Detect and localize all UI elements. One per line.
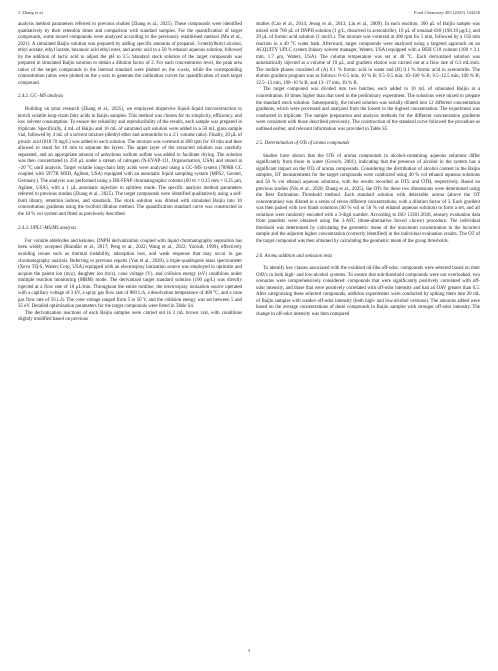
paragraph-gc-ms: Building on prior research (Zhang et al., 2025), we employed dispersive liquid–liquid microextraction to enrich volatile long-chain fatty acids in Baijiu samples. This method was chosen for its simplicity, efficiency, and low solvent consumption. To ensure the reliability and reproducibility of the results, each sample was prepared in triplicate. Specifically, 4 mL of Baijiu and 16 mL of saturated salt solution were added to a 50 mL glass sample vial, followed by 4 mL of a solvent mixture (diethyl ether and acetonitrile in a 2:1 volume ratio). Finally, 20 μL of pivalic acid (818.70 mg/L) was added to each solution. The mixture was vortexed at 400 rpm for 10 min and then allowed to stand for 10 min to separate the layers. The upper layer of the extracted solution was carefully separated, and an appropriate amount of anhydrous sodium sulfate was added to facilitate drying. The solution was then concentrated to 250 μL under a stream of nitrogen (N-EVAP-111, Organomation, USA) and stored at −20 °C until analysis. Target volatile long-chain fatty acids were analyzed using a GC–MS system (7890B GC coupled with 5977B MSD, Agilent, USA) equipped with an automatic liquid sampling system (MPS2, Gerstel, Germany). The analysis was performed using a DB-FFAP chromatographic column (60 m × 0.25 mm × 0.25 μm, Agilent, USA), with a 1 μL automatic injection in splitless mode. The specific analysis method parameters referred to previous studies (Zhang et al., 2025). The target compounds were identified qualitatively using a self-built library, retention indices, and standards. The stock solution was diluted with simulated Baijiu into 10 concentration gradients using the twofold dilution method. The quantification standard curve was constructed in the 10 % vol system and fitted as previously described.: [18, 107, 242, 217]
section-heading-gc-ms: 2.4.2. GC–MS analysis: [18, 94, 64, 100]
body-columns: [18, 22, 480, 324]
paragraph-addition: To identify key classes associated with the oxidized oil-like off-odor, compounds were selected based on their OAVs in both high- and low-alcohol systems. To ensure that sub-threshold compounds were not overlooked, two scenarios were comprehensively considered: compounds that were significantly positively correlated with off-odor intensity, and those that were positively correlated with off-odor intensity and had an OAV greater than 0.5. After categorizing these selected compounds, addition experiments were conducted by spiking them into 20 mL of Baijiu samples with weaker off-odor intensity (both high- and low-alcohol versions). The amounts added were based on the average concentrations of these compounds in Baijiu samples with stronger off-odor intensity. The change in off-odor intensity was then compared: [256, 266, 480, 317]
section-heading-ots: 2.5. Determination of OTs of aroma compounds: [256, 141, 350, 147]
paragraph-standard-curve: The target compound was divided into two batches, each added to 10 mL of simulated Baijiu at a concentration 10 times higher than that used in the preliminary experiment. The solutions were mixed to prepare the standard stock solution. Subsequently, the mixed solution was serially diluted into 12 different concentration gradients, which were processed and analyzed from the lowest to the highest concentration. The experiment was conducted in triplicate. The sample preparation and analysis methods for the different concentration gradients were consistent with those described previously. The construction of the standard curve followed the procedure as outlined earlier, and relevant information was provided in Table S5.: [256, 87, 480, 132]
right-column: [256, 22, 480, 324]
header-journal[interactable]: Food Chemistry 483 (2025) 144250: [413, 10, 480, 15]
paragraph-quantification: analysis method parameters referred to previous studies (Zhang et al., 2025). These compounds were identified qualitatively by their retention times and comparison with standard samples. For the quantification of target compounds, some mixed compounds were analyzed according to the previously established method (Mu et al., 2021). A simulated Baijiu solution was prepared by adding specific amounts of propanol, 3-methylbutyl alcohol, ethyl acetate, ethyl lactate, hexanoic acid ethyl ester, and acetic acid to a 50 % ethanol aqueous solution, followed by the addition of lactic acid to adjust the pH to 3.5. Standard stock solution of the target compounds was prepared in simulated Baijiu solution to obtain a dilution factor of 2. For each concentration level, the peak area ratios of the target compounds to the internal standard were plotted on the x-axis, while the corresponding concentration ratios were plotted on the y-axis to generate the calibration curves for quantification of each target compound.: [18, 22, 242, 86]
left-column: [18, 22, 242, 324]
section-heading-addition: 2.6. Aroma addition and omission tests: [256, 253, 333, 259]
paragraph-derivatization: studies (Cao et al., 2014; Jeong et al., 2013; Lin et al., 2009). In each reaction, 300 μL of Baijiu sample was mixed with 700 μL of DNPH solution (1 g/L, dissolved in acetonitrile), 10 μL of nonanal-d18 (198.19 μg/L), and 20 μL of formic acid solution (1 mol/L). The mixture was vortexed at 400 rpm for 5 min, followed by a 150 min reaction in a 40 °C water bath. Afterward, target compounds were analyzed using a targeted approach on an ACQUITY UPLC system (binary solvent manager, Waters, USA) equipped with a BEH C18 column (100 × 2.1 mm, 1.7 μm, Waters, USA). The column temperature was set at 40 °C. Each derivatized solution was automatically injected at a volume of 10 μL, and gradient elution was carried out at a flow rate of 0.3 mL/min. The mobile phases consisted of (A) 0.1 % formic acid in water and (B) 0.1 % formic acid in acetonitrile. The elution gradient program was as follows: 0–0.5 min, 10 % B; 0.5–9.5 min, 10–100 % B; 9.5–12.5 min, 100 % B; 12.5–13 min, 100–10 % B; and 13–17 min, 10 % B.: [256, 22, 480, 86]
paragraph-uplc-1: For volatile aldehydes and ketones, DNPH derivatization coupled with liquid chromatography separation has been widely accepted (Brandão et al., 2017; Peng et al., 2022; Wang et al., 2022; Yacoub, 1999), effectively avoiding issues such as thermal instability, adsorption loss, and weak response that may occur in gas chromatography analysis. Referring to previous reports (Yan et al., 2020), a triple-quadrupole mass spectrometer (Xevo TQ-S, Waters Corp, USA) equipped with an electrospray ionization source was employed to optimize and acquire the parent ion (m/z), daughter ion (m/z), cone voltage (V), and collision energy (eV) conditions under multiple reaction monitoring (MRM) mode. The derivatized target standard solution (100 μg/L) was directly injected at a flow rate of 10 μL/min. Throughout the entire runtime, the electrospray ionization source operated with a capillary voltage of 3 kV, a spray gas flow rate of 800 L/h, a desolvation temperature of 400 °C, and a cone gas flow rate of 50 L/h. The cone voltage ranged from 5 to 50 V, and the collision energy was set between 5 and 35 eV. Detailed optimization parameters for the target compounds were listed in Table S4.: [18, 238, 242, 310]
section-heading-uplc: 2.4.3. UPLC-MS/MS analysis: [18, 226, 77, 232]
running-header: [18, 10, 480, 20]
paragraph-uplc-2: The derivatization reactions of each Baijiu samples were carried out in 2 mL brown vial, with conditions slightly modified based on previous: [18, 310, 242, 323]
paragraph-ots: Studies have shown that the OTs of aroma compounds in alcohol-containing aqueous solutions differ significantly from those in water (Grosch, 2001), indicating that the presence of alcohol in the system has a significant impact on the OTs of aroma compounds. Considering the distribution of alcohol content in the Baijiu samples, OT measurements for the target compounds were conducted using 40 % vol ethanol aqueous solutions and 50 % vol ethanol aqueous solutions, with the results recorded as OTL and OTH, respectively. Based on previous studies (Niu et al., 2020; Zhang et al., 2025), the OTs for these two dimensions were determined using the Best Estimation Threshold method. Each standard solution with detectable aroma (above the OT concentration) was diluted in a series of seven different concentrations, with a dilution factor of 3. Each gradient was then paired with two blank solutions (40 % vol or 50 % vol ethanol aqueous solution) to form a set, and all solutions were randomly encoded with a 3-digit number. According to ISO 13301:2018, sensory evaluation data from panelists were obtained using the 3-AFC (three-alternative forced choice) procedure. The individual threshold was determined by calculating the geometric mean of the maximum concentration in the incorrect sample and the adjacent higher concentration (correctly identified) in the individual evaluation results. The OT of the target compound was then obtained by calculating the geometric mean of the group thresholds.: [256, 153, 480, 244]
page-number: 3: [247, 648, 251, 653]
header-author: J. Zhang et al.: [18, 10, 44, 15]
